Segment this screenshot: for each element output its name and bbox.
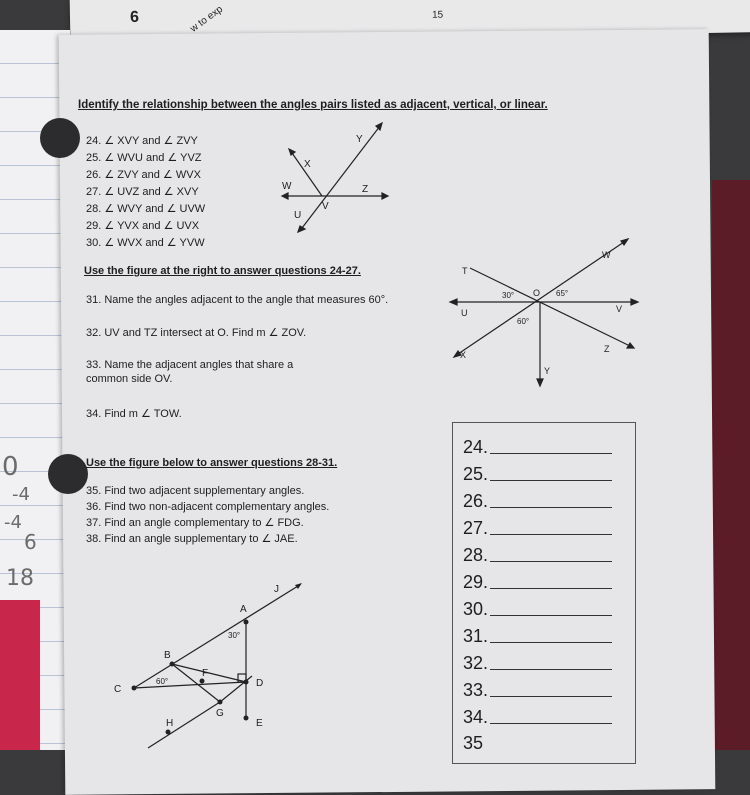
list-item: 29. ∠ YVX and ∠ UVX xyxy=(86,220,200,232)
answer-line[interactable]: 28. xyxy=(463,545,612,566)
label-u: U xyxy=(294,210,302,221)
scrap-text: w to exp xyxy=(188,3,225,35)
label-w: W xyxy=(282,181,292,192)
label-a: A xyxy=(240,604,247,615)
angle-figure-2 xyxy=(448,232,648,392)
question-33: 33. Name the adjacent angles that share a common side OV. xyxy=(86,359,294,385)
ray-gh xyxy=(148,702,220,748)
label-angle-30: 30° xyxy=(502,291,515,300)
scrap-text: 15 xyxy=(431,9,444,21)
label-angle-60: 60° xyxy=(517,317,530,326)
answer-line[interactable]: 33. xyxy=(463,680,612,701)
list-item: 28. ∠ WVY and ∠ UVW xyxy=(86,203,206,215)
worksheet-title: Identify the relationship between the angles pairs listed as adjacent, vertical, or linear. xyxy=(78,99,548,111)
label-z: Z xyxy=(362,184,369,195)
question-34: 34. Find m ∠ TOW. xyxy=(86,408,182,420)
label-y: Y xyxy=(356,134,363,145)
answer-box xyxy=(452,422,636,764)
background-object xyxy=(712,180,750,750)
label-f: F xyxy=(202,668,209,679)
label-b: B xyxy=(164,650,171,661)
red-folder xyxy=(0,600,40,750)
question-32: 32. UV and TZ intersect at O. Find m ∠ ZOV. xyxy=(86,327,307,339)
answer-line[interactable]: 32. xyxy=(463,653,612,674)
label-z: Z xyxy=(604,344,610,354)
label-j: J xyxy=(274,584,279,595)
label-x: X xyxy=(304,159,311,170)
question-38: 38. Find an angle supplementary to ∠ JAE. xyxy=(86,533,298,545)
margin-scribble: 6 xyxy=(24,530,37,554)
question-35: 35. Find two adjacent supplementary angles. xyxy=(86,485,305,497)
margin-scribble: 0 xyxy=(2,452,19,482)
question-37: 37. Find an angle complementary to ∠ FDG. xyxy=(86,517,304,529)
label-angle-30: 30° xyxy=(228,631,241,640)
list-item: 30. ∠ WVX and ∠ YVW xyxy=(86,237,205,249)
label-v: V xyxy=(322,201,329,212)
label-angle-65: 65° xyxy=(556,289,569,298)
label-h: H xyxy=(166,718,174,729)
label-c: C xyxy=(114,684,122,695)
label-t: T xyxy=(462,266,468,276)
answer-line[interactable]: 35 xyxy=(463,733,484,753)
margin-scribble: 18 xyxy=(6,566,34,591)
line-tz xyxy=(470,268,630,346)
list-item: 24. ∠ XVY and ∠ ZVY xyxy=(86,135,198,147)
list-item: 27. ∠ UVZ and ∠ XVY xyxy=(86,186,199,198)
label-angle-60: 60° xyxy=(156,677,169,686)
segment-cd xyxy=(134,682,246,688)
line-xw xyxy=(458,242,624,354)
question-36: 36. Find two non-adjacent complementary angles. xyxy=(86,501,330,513)
section-heading: Use the figure below to answer questions 28-31. xyxy=(86,457,338,469)
line-uy xyxy=(302,126,380,228)
answer-line[interactable]: 30. xyxy=(463,599,612,620)
question-31: 31. Name the angles adjacent to the angle that measures 60°. xyxy=(86,294,389,306)
section-heading: Use the figure at the right to answer questions 24-27. xyxy=(84,265,361,277)
label-e: E xyxy=(256,718,263,729)
list-item: 26. ∠ ZVY and ∠ WVX xyxy=(86,169,201,181)
label-u: U xyxy=(461,308,468,318)
answer-line[interactable]: 34. xyxy=(463,707,612,728)
answer-line[interactable]: 25. xyxy=(463,464,612,485)
label-v: V xyxy=(616,304,623,314)
angle-figure-1 xyxy=(268,118,398,228)
margin-scribble: -4 xyxy=(12,484,30,505)
punch-hole xyxy=(48,454,88,494)
label-x: X xyxy=(460,350,467,360)
answer-line[interactable]: 29. xyxy=(463,572,612,593)
label-w: W xyxy=(602,250,611,260)
answer-line[interactable]: 27. xyxy=(463,518,612,539)
label-y: Y xyxy=(544,366,551,376)
answer-line[interactable]: 31. xyxy=(463,626,612,647)
label-o: O xyxy=(533,288,541,298)
ray-cj xyxy=(134,586,298,688)
punch-hole xyxy=(40,118,80,158)
margin-scribble: -4 xyxy=(4,512,22,533)
scrap-text-number: 6 xyxy=(129,8,140,27)
label-g: G xyxy=(216,708,224,719)
answer-line[interactable]: 24. xyxy=(463,437,612,458)
angle-figure-3 xyxy=(112,578,312,750)
list-item: 25. ∠ WVU and ∠ YVZ xyxy=(86,152,202,164)
label-d: D xyxy=(256,678,264,689)
answer-line[interactable]: 26. xyxy=(463,491,612,512)
